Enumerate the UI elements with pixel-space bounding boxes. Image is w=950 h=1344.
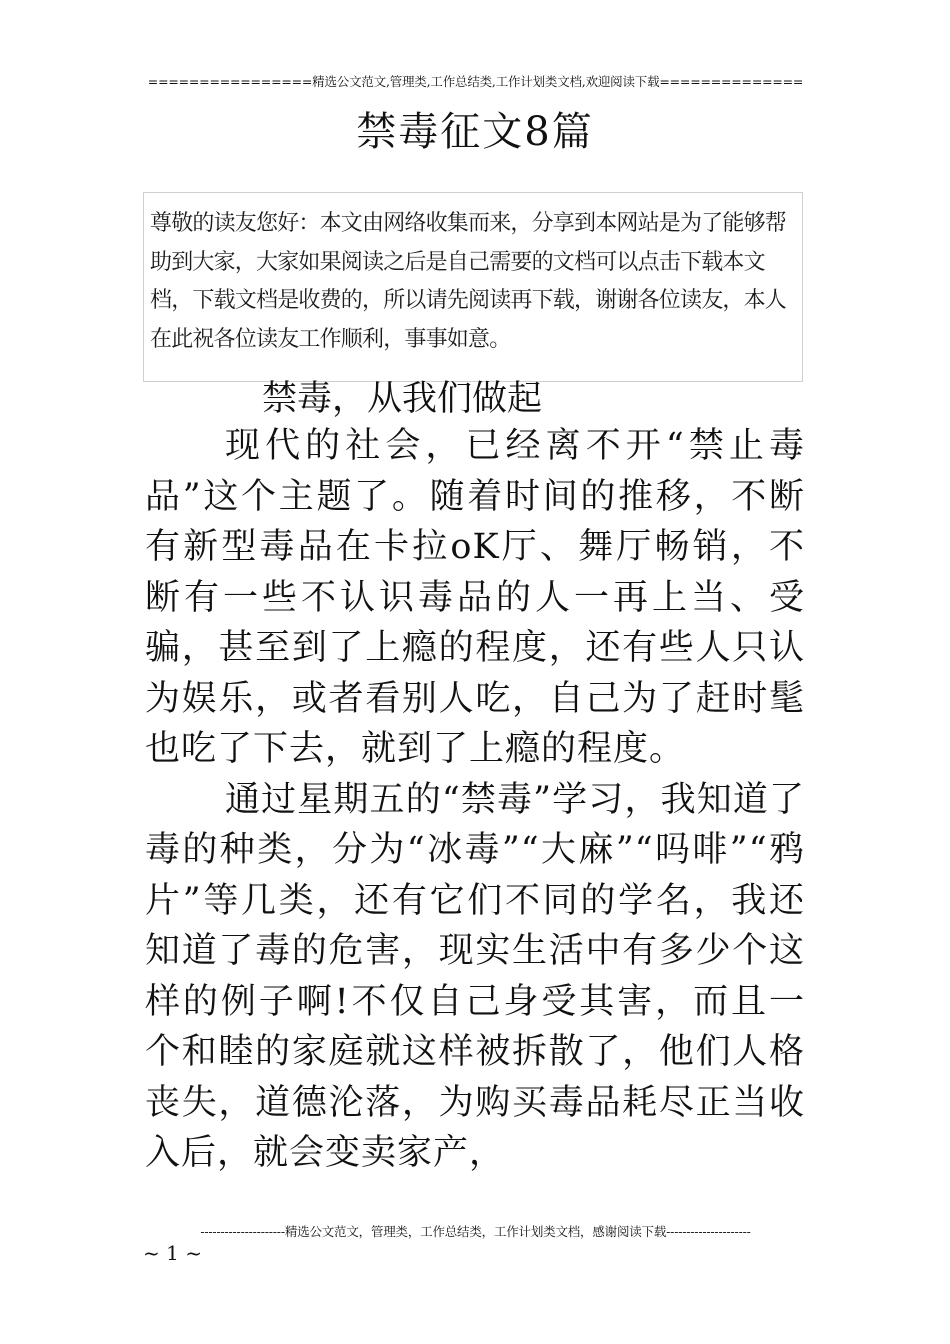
essay-subheading: 禁毒，从我们做起 xyxy=(262,379,543,419)
document-title: 禁毒征文8篇 xyxy=(356,109,594,155)
page-number: ~ 1 ~ xyxy=(143,1241,202,1265)
reader-notice-box xyxy=(143,192,803,382)
essay-body xyxy=(145,421,805,1179)
body-paragraph: 通过星期五的“禁毒”学习，我知道了毒的种类，分为“冰毒”“大麻”“吗啡”“鸦片”等几类，还有它们不同的学名，我还知道了毒的危害，现实生活中有多少个这样的例子啊!不仅自己身受其害，而且一个和睦的家庭就这样被拆散了，他们人格丧失，道德沦落，为购买毒品耗尽正当收入后，就会变卖家产， xyxy=(145,779,805,1173)
body-paragraph: 现代的社会，已经离不开“禁止毒品”这个主题了。随着时间的推移，不断有新型毒品在卡拉oK厅、舞厅畅销，不断有一些不认识毒品的人一再上当、受骗，甚至到了上瘾的程度，还有些人只认为娱乐，或者看别人吃，自己为了赶时髦也吃了下去，就到了上瘾的程度。 xyxy=(145,426,805,769)
reader-notice-text: 尊敬的读友您好：本文由网络收集而来，分享到本网站是为了能够帮助到大家，大家如果阅读之后是自己需要的文档可以点击下载本文档，下载文档是收费的，所以请先阅读再下载，谢谢各位读友，本人在此祝各位读友工作顺利，事事如意。 xyxy=(150,211,787,352)
page-footer: ---------------------精选公文范文，管理类，工作总结类，工作计划类文档，感谢阅读下载--------------------- xyxy=(200,1224,751,1239)
page-header: ================精选公文范文,管理类,工作总结类,工作计划类文档,欢迎阅读下载============== xyxy=(147,74,804,89)
